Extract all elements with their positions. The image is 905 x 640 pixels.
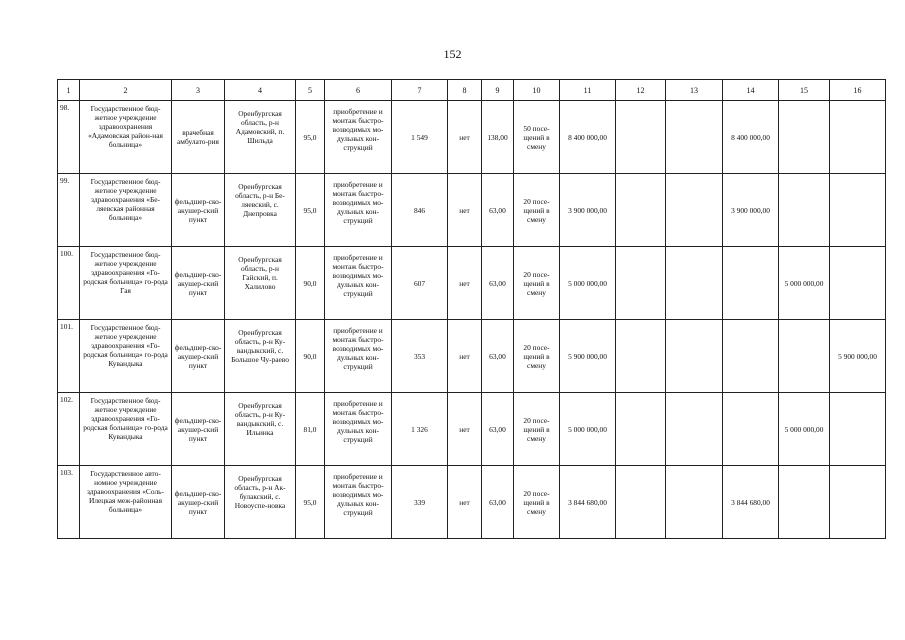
col9-cell: 63,00 <box>482 466 514 539</box>
col14-cell: 8 400 000,00 <box>723 101 779 174</box>
page-number: 152 <box>443 47 462 61</box>
col7-cell: 607 <box>392 247 448 320</box>
col8-cell: нет <box>448 320 482 393</box>
row-number: 102. <box>58 393 80 466</box>
col13-cell <box>666 466 723 539</box>
action-cell: приобретение и монтаж быстро-возводимых мо-дульных кон-струкций <box>325 101 392 174</box>
col13-cell <box>666 393 723 466</box>
action-cell: приобретение и монтаж быстро-возводимых мо-дульных кон-струкций <box>325 393 392 466</box>
capacity-cell: 20 посе-щений в смену <box>514 393 560 466</box>
col11-cell: 5 000 000,00 <box>560 393 616 466</box>
col12-cell <box>616 393 666 466</box>
institution-cell: Государственное бюд-жетное учреждение здравоохранения «Го-родская больница» го-рода Кувандыка <box>80 393 172 466</box>
facility-type-cell: фельдшер-ско-акушер-ский пункт <box>172 247 225 320</box>
col5-cell: 90,0 <box>296 320 325 393</box>
table-row <box>58 101 886 174</box>
col7-cell: 353 <box>392 320 448 393</box>
col15-cell <box>779 174 830 247</box>
table-row <box>58 393 886 466</box>
facility-type-cell: фельдшер-ско-акушер-ский пункт <box>172 393 225 466</box>
col13-cell <box>666 247 723 320</box>
column-header: 6 <box>325 80 392 101</box>
column-header: 4 <box>225 80 296 101</box>
column-header: 10 <box>514 80 560 101</box>
col11-cell: 8 400 000,00 <box>560 101 616 174</box>
col8-cell: нет <box>448 393 482 466</box>
column-header: 16 <box>830 80 886 101</box>
location-cell: Оренбургская область, р-н Адамовский, п. Шильда <box>225 101 296 174</box>
facilities-table <box>57 79 886 539</box>
col15-cell: 5 000 000,00 <box>779 393 830 466</box>
institution-cell: Государственное бюд-жетное учреждение здравоохранения «Адамовская район-ная больница» <box>80 101 172 174</box>
location-cell: Оренбургская область, р-н Ку-вандыкский, с. Большое Чу-раево <box>225 320 296 393</box>
col16-cell <box>830 466 886 539</box>
column-header: 9 <box>482 80 514 101</box>
col7-cell: 339 <box>392 466 448 539</box>
col11-cell: 5 900 000,00 <box>560 320 616 393</box>
col14-cell: 3 900 000,00 <box>723 174 779 247</box>
col11-cell: 5 000 000,00 <box>560 247 616 320</box>
facility-type-cell: врачебная амбулато-рия <box>172 101 225 174</box>
column-header: 13 <box>666 80 723 101</box>
col9-cell: 63,00 <box>482 320 514 393</box>
location-cell: Оренбургская область, р-н Бе-ляевский, с. Днепровка <box>225 174 296 247</box>
col13-cell <box>666 101 723 174</box>
facility-type-cell: фельдшер-ско-акушер-ский пункт <box>172 466 225 539</box>
col16-cell: 5 900 000,00 <box>830 320 886 393</box>
row-number: 101. <box>58 320 80 393</box>
capacity-cell: 20 посе-щений в смену <box>514 174 560 247</box>
institution-cell: Государственное бюд-жетное учреждение здравоохранения «Го-родская больница» го-рода Гая <box>80 247 172 320</box>
column-header: 15 <box>779 80 830 101</box>
action-cell: приобретение и монтаж быстро-возводимых мо-дульных кон-струкций <box>325 466 392 539</box>
col12-cell <box>616 247 666 320</box>
column-header: 7 <box>392 80 448 101</box>
col15-cell: 5 000 000,00 <box>779 247 830 320</box>
col16-cell <box>830 101 886 174</box>
capacity-cell: 20 посе-щений в смену <box>514 466 560 539</box>
col14-cell <box>723 320 779 393</box>
column-header: 12 <box>616 80 666 101</box>
row-number: 98. <box>58 101 80 174</box>
col11-cell: 3 900 000,00 <box>560 174 616 247</box>
location-cell: Оренбургская область, р-н Ку-вандыкский, с. Ильинка <box>225 393 296 466</box>
column-header: 2 <box>80 80 172 101</box>
col15-cell <box>779 101 830 174</box>
capacity-cell: 50 посе-щений в смену <box>514 101 560 174</box>
col15-cell <box>779 466 830 539</box>
facility-type-cell: фельдшер-ско-акушер-ский пункт <box>172 320 225 393</box>
col8-cell: нет <box>448 101 482 174</box>
column-header: 11 <box>560 80 616 101</box>
capacity-cell: 20 посе-щений в смену <box>514 320 560 393</box>
capacity-cell: 20 посе-щений в смену <box>514 247 560 320</box>
col12-cell <box>616 466 666 539</box>
col12-cell <box>616 101 666 174</box>
col16-cell <box>830 393 886 466</box>
col9-cell: 63,00 <box>482 247 514 320</box>
table-row <box>58 466 886 539</box>
col13-cell <box>666 174 723 247</box>
institution-cell: Государственное бюд-жетное учреждение здравоохранения «Бе-ляевская районная больница» <box>80 174 172 247</box>
col5-cell: 95,0 <box>296 101 325 174</box>
col7-cell: 1 326 <box>392 393 448 466</box>
action-cell: приобретение и монтаж быстро-возводимых мо-дульных кон-струкций <box>325 247 392 320</box>
column-header: 14 <box>723 80 779 101</box>
column-header: 8 <box>448 80 482 101</box>
row-number: 100. <box>58 247 80 320</box>
table-row <box>58 320 886 393</box>
location-cell: Оренбургская область, р-н Гайский, п. Халилово <box>225 247 296 320</box>
action-cell: приобретение и монтаж быстро-возводимых мо-дульных кон-струкций <box>325 320 392 393</box>
facility-type-cell: фельдшер-ско-акушер-ский пункт <box>172 174 225 247</box>
col14-cell <box>723 247 779 320</box>
col16-cell <box>830 247 886 320</box>
col9-cell: 63,00 <box>482 174 514 247</box>
col8-cell: нет <box>448 247 482 320</box>
col8-cell: нет <box>448 174 482 247</box>
table-row <box>58 247 886 320</box>
col15-cell <box>779 320 830 393</box>
col14-cell: 3 844 680,00 <box>723 466 779 539</box>
institution-cell: Государственное авто-номное учреждение здравоохранения «Соль-Илецкая меж-районная больница» <box>80 466 172 539</box>
col9-cell: 138,00 <box>482 101 514 174</box>
col9-cell: 63,00 <box>482 393 514 466</box>
institution-cell: Государственное бюд-жетное учреждение здравоохранения «Го-родская больница» го-рода Кувандыка <box>80 320 172 393</box>
col8-cell: нет <box>448 466 482 539</box>
column-header: 1 <box>58 80 80 101</box>
col7-cell: 1 549 <box>392 101 448 174</box>
table-row <box>58 174 886 247</box>
col12-cell <box>616 174 666 247</box>
row-number: 99. <box>58 174 80 247</box>
location-cell: Оренбургская область, р-н Ак-булакский, с. Новоуспе-новка <box>225 466 296 539</box>
col13-cell <box>666 320 723 393</box>
col11-cell: 3 844 680,00 <box>560 466 616 539</box>
col5-cell: 95,0 <box>296 174 325 247</box>
column-header: 3 <box>172 80 225 101</box>
col5-cell: 95,0 <box>296 466 325 539</box>
col7-cell: 846 <box>392 174 448 247</box>
header-row <box>58 80 886 101</box>
col5-cell: 90,0 <box>296 247 325 320</box>
column-header: 5 <box>296 80 325 101</box>
col16-cell <box>830 174 886 247</box>
col5-cell: 81,0 <box>296 393 325 466</box>
row-number: 103. <box>58 466 80 539</box>
col12-cell <box>616 320 666 393</box>
col14-cell <box>723 393 779 466</box>
action-cell: приобретение и монтаж быстро-возводимых мо-дульных кон-струкций <box>325 174 392 247</box>
